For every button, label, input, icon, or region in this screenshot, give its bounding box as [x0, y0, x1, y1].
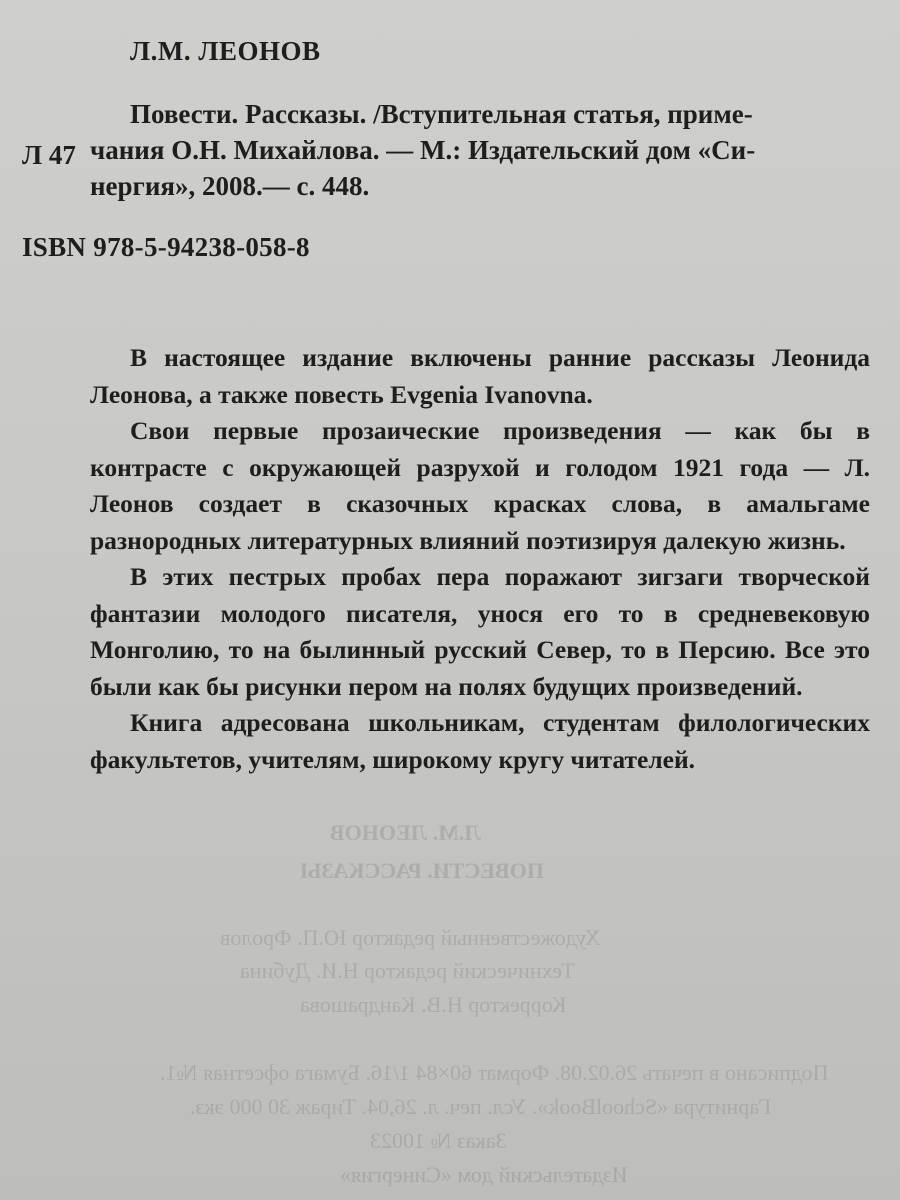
ghost-line: Заказ № 10023: [370, 1128, 507, 1153]
annotation-paragraph: Книга адресована школьникам, студентам филологических факультетов, учителям, широкому кругу читателей.: [90, 708, 870, 774]
ghost-line: ПОВЕСТИ. РАССКАЗЫ: [300, 858, 544, 883]
ghost-line: Л.М. ЛЕОНОВ: [330, 820, 481, 845]
annotation-paragraph: Свои первые прозаические произведения — как бы в контрасте с окружающей разрухой и голодом 1921 года — Л. Леонов создает в сказочных красках слова, в амальгаме разнородных литературных влияний поэтизируя далекую жизнь.: [90, 416, 870, 555]
bib-line: нергия», 2008.— с. 448.: [90, 171, 370, 201]
annotation-paragraph: В настоящее издание включены ранние рассказы Леонида Леонова, а также повесть Evgenia Ivanovna.: [90, 343, 870, 409]
bib-line: Повести. Рассказы. /Вступительная статья, приме-: [130, 99, 753, 129]
bib-line: чания О.Н. Михайлова. — М.: Издательский дом «Си-: [90, 135, 756, 165]
ghost-line: Гарнитура «SchoolBook». Усл. печ. л. 26,04. Тираж 30 000 экз.: [190, 1094, 772, 1119]
bibliographic-description: [90, 96, 860, 204]
isbn: ISBN 978-5-94238-058-8: [22, 232, 310, 262]
author-heading: Л.М. ЛЕОНОВ: [130, 36, 321, 66]
ghost-line: Подписано в печать 26.02.08. Формат 60×84 1/16. Бумага офсетная №1.: [160, 1060, 829, 1085]
annotation: [90, 340, 870, 778]
ghost-line: Корректор Н.В. Кандрашова: [300, 992, 567, 1017]
annotation-paragraph: В этих пестрых пробах пера поражают зигзаги творческой фантазии молодого писателя, унося его то в средневековую Монголию, то на былинный русский Север, то в Персию. Все это были как бы рисунки пером на полях будущих произведений.: [90, 562, 870, 701]
library-code: Л 47: [22, 140, 76, 170]
ghost-line: Издательский дом «Синергия»: [340, 1162, 628, 1187]
ghost-line: Технический редактор Н.И. Дубина: [240, 958, 575, 983]
ghost-line: Художественный редактор Ю.П. Фролов: [220, 925, 601, 950]
